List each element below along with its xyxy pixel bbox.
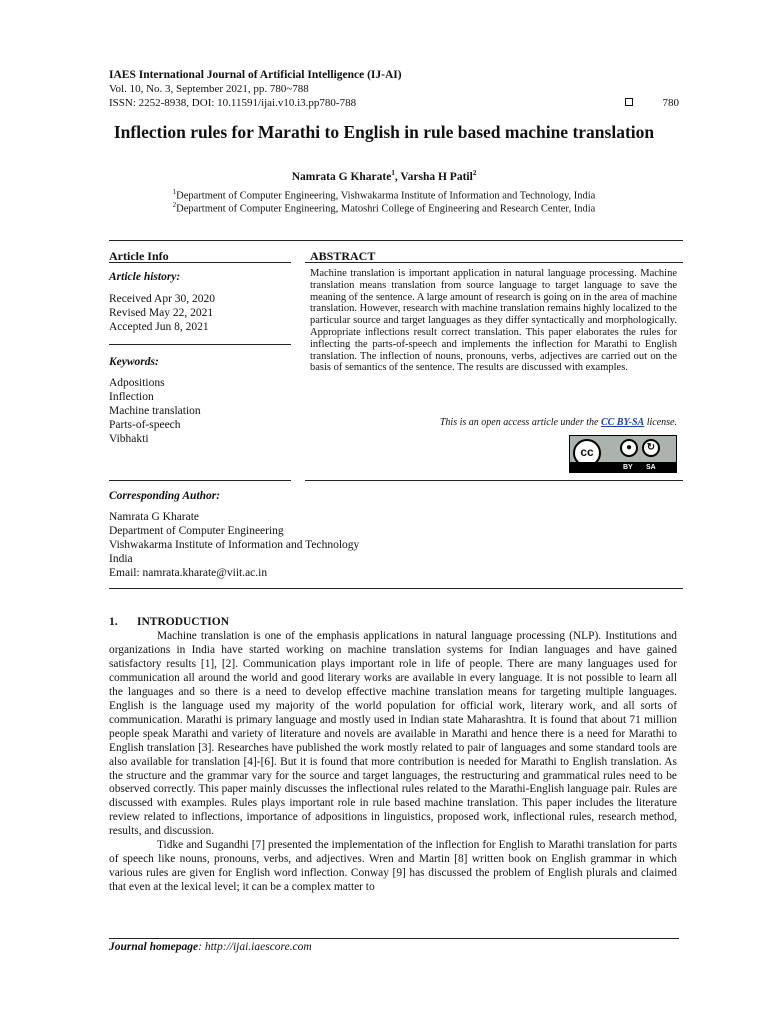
cc-by-sa-link[interactable]: CC BY-SA [600,417,645,428]
revised-date: Revised May 22, 2021 [109,307,214,319]
corr-dept: Department of Computer Engineering [109,525,284,537]
paragraph: Machine translation is one of the emphasis applications in natural language processing (NLP). Institutions and organizations in India have started working on machine translation systems for Indian languages and have gained satisfactory results [1], [2]. Communication plays important role in life of people. There are many languages used for communication all around the world and good literary works are available in every language. It is not possible to learn all the languages and so there is a need to develop effective machine translation means for targeting multiple languages. English is the language used my majority of the world population for official work, literary work, and all sorts of communication. Marathi is primary language and mostly used in Indian state Maharashtra. It is found that about 71 million people speak Marathi and variety of literature and novels are available in Marathi and hence there is a need for Marathi to English translation [3]. Researches have published the work mostly related to pair of languages and some standard tools are also available for translation [4]-[6]. But it is found that more contribution is needed for Marathi to English translation. As the structure and the grammar vary for the source and target languages, the restructuring and grammatical rules need to be observed correctly. This paper mainly discusses the inflectional rules related to the Marathi-English language pair. Rules are discussed with examples. Rules plays important role in rule based machine translation. This paper includes the literature review related to inflections, importance of adpositions in linguistics, proposed work, inflectional rules, research method, results, and discussion. [109,630,677,838]
history-heading: Article history: [109,271,181,283]
badge-by-label: BY [623,464,633,471]
corr-institute: Vishwakarma Institute of Information and Technology [109,539,360,551]
license-text: This is an open access article under the [439,417,601,428]
keyword: Adpositions [109,377,165,389]
keyword: Parts-of-speech [109,419,181,431]
affil-mark: 2 [172,201,177,209]
accepted-date: Accepted Jun 8, 2021 [109,321,209,333]
divider [109,480,291,481]
abstract-text: Machine translation is important application in natural language processing. Machine translation means translation from source language to target language to save the meaning of the sentence. A large amount of research is going on in the area of machine translation. However, research with machine translation remains highly localized to the particular source and target languages as they differ syntactically and morphologically. Appropriate inflections result correct translation. This paper elaborates the rules for inflecting the parts-of-speech and implements the inflection for Marathi to English translation. The inflection of nouns, pronouns, verbs, adjectives are carried out on the basis of semantics of the sentence. The results are discussed with examples. [310,268,677,374]
section-heading [109,616,229,628]
keywords-section [109,355,291,446]
corresponding-author [109,489,509,580]
issn-row [109,96,679,110]
divider [109,240,683,241]
footer [109,941,312,953]
journal-homepage-link[interactable]: : http://ijai.iaescore.com [198,941,312,953]
keyword: Machine translation [109,405,201,417]
affiliation [60,199,708,216]
author-affil-mark: 2 [472,169,477,177]
footer-divider [109,938,679,939]
section-number: 1. [109,616,118,628]
paragraph: Tidke and Sugandhi [7] presented the implementation of the inflection for English to Marathi translation for parts of speech like nouns, pronouns, verbs, and adjectives. Wren and Martin [8] written book on English grammar in which various rules are given for English word inflection. Conway [9] has discussed the problem of English plurals and claimed that even at the lexical level; it can be a complex matter to [109,839,677,894]
author-separator: , [394,170,401,183]
journal-name: IAES International Journal of Artificial Intelligence (IJ-AI) [109,69,402,81]
paper-title: Inflection rules for Marathi to English in rule based machine translation [113,122,655,142]
footer-label: Journal homepage [109,941,199,953]
author-affil-mark: 1 [391,169,395,177]
keyword: Vibhakti [109,433,149,445]
introduction-body [109,630,677,895]
cc-icon: cc [573,439,601,467]
affil-text: Department of Computer Engineering, Vishwakarma Institute of Information and Technology, India [176,190,596,202]
running-header [109,68,679,110]
corr-country: India [109,553,133,565]
affil-mark: 1 [172,188,177,196]
section-title: INTRODUCTION [137,616,230,628]
license-line [310,417,677,428]
received-date: Received Apr 30, 2020 [109,293,216,305]
license-text: license. [644,417,677,428]
corr-name: Namrata G Kharate [109,511,200,523]
attribution-person-icon: ● [620,439,638,457]
affil-text: Department of Computer Engineering, Matoshri College of Engineering and Research Center, India [176,203,596,215]
share-alike-icon: ↻ [642,439,660,457]
cc-by-sa-badge[interactable] [569,435,677,473]
keywords-heading: Keywords: [109,356,159,368]
journal-volume: Vol. 10, No. 3, September 2021, pp. 780~788 [109,83,309,95]
square-bullet-icon [625,98,633,106]
keyword: Inflection [109,391,154,403]
divider [305,480,683,481]
divider [109,588,683,589]
author-name: Varsha H Patil [400,170,473,183]
page-number: 780 [662,97,679,109]
divider [109,344,291,345]
authors [60,169,708,183]
corresponding-heading: Corresponding Author: [109,490,221,502]
journal-issn: ISSN: 2252-8938, DOI: 10.11591/ijai.v10.i3.pp780-788 [109,97,357,109]
article-history [109,270,291,334]
badge-sa-label: SA [646,464,656,471]
article-info-heading: Article Info [109,249,169,263]
author-name: Namrata G Kharate [291,170,392,183]
abstract-heading: ABSTRACT [310,249,376,263]
corr-email: Email: namrata.kharate@viit.ac.in [109,567,268,579]
